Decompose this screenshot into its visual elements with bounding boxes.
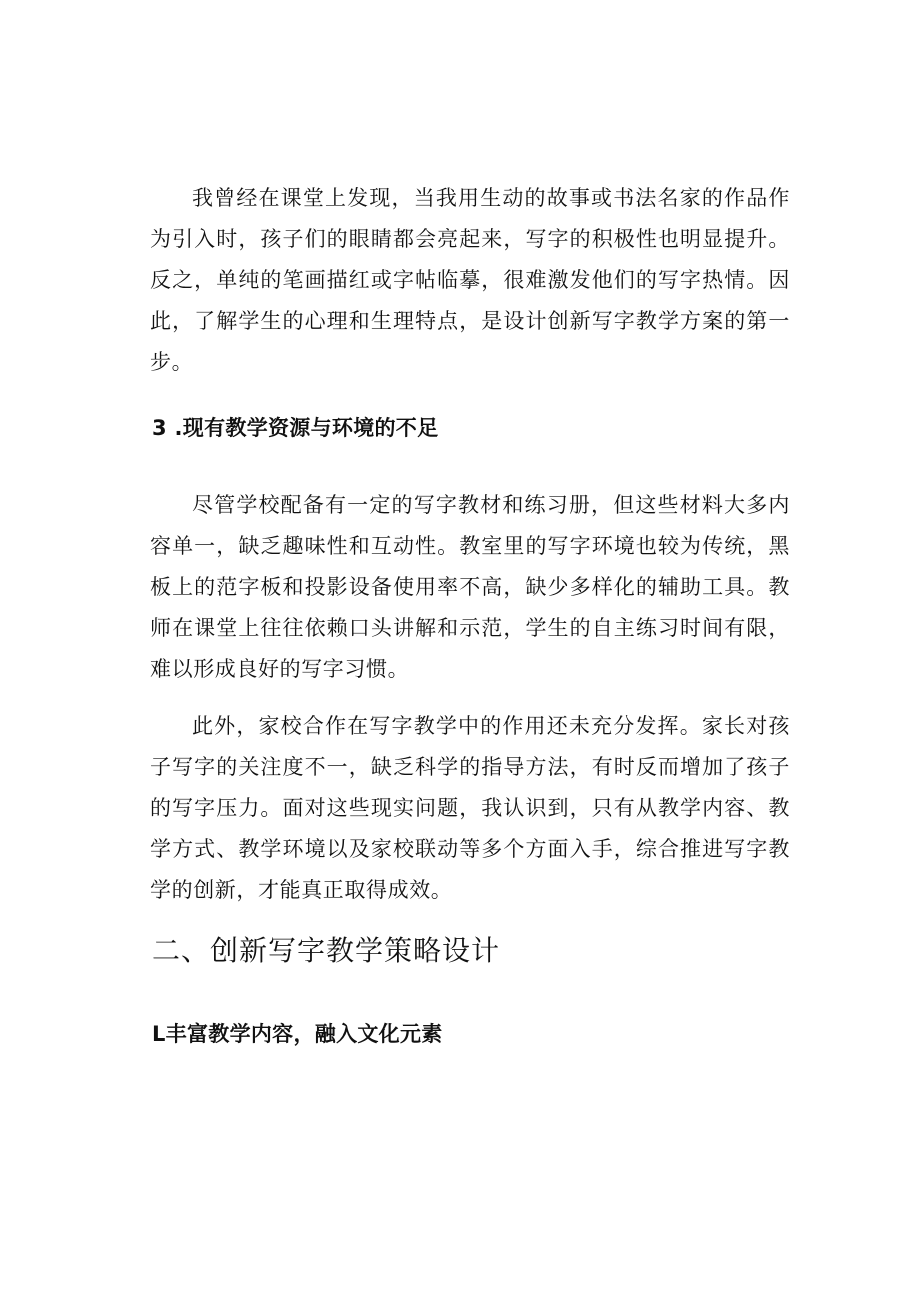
paragraph-resources: 尽管学校配备有一定的写字教材和练习册，但这些材料大多内容单一，缺乏趣味性和互动性。教室里的写字环境也较为传统，黑板上的范字板和投影设备使用率不高，缺少多样化的辅助工具。教师在课堂上往往依赖口头讲解和示范，学生的自主练习时间有限，难以形成良好的写字习惯。 — [150, 493, 790, 681]
heading-enrich-content: L丰富教学内容，融入文化元素 — [152, 1022, 443, 1046]
section-heading-strategy: 二、创新写字教学策略设计 — [152, 934, 501, 967]
paragraph-student-interest: 我曾经在课堂上发现，当我用生动的故事或书法名家的作品作为引入时，孩子们的眼睛都会亮起来，写字的积极性也明显提升。反之，单纯的笔画描红或字帖临摹，很难激发他们的写字热情。因此，了解学生的心理和生理特点，是设计创新写字教学方案的第一步。 — [150, 186, 790, 374]
heading-resources-shortage: 3 .现有教学资源与环境的不足 — [152, 416, 439, 440]
paragraph-home-school: 此外，家校合作在写字教学中的作用还未充分发挥。家长对孩子写字的关注度不一，缺乏科学的指导方法，有时反而增加了孩子的写字压力。面对这些现实问题，我认识到，只有从教学内容、教学方式、教学环境以及家校联动等多个方面入手，综合推进写字教学的创新，才能真正取得成效。 — [150, 714, 790, 902]
